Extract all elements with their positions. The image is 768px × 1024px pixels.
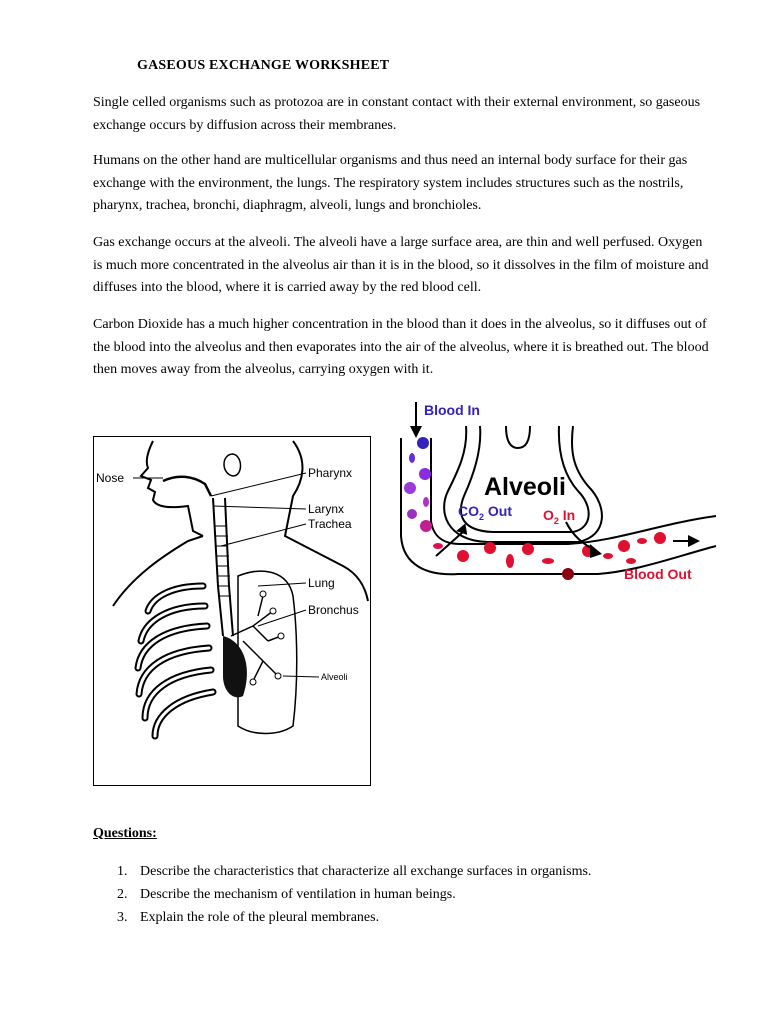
question-number: 1. — [117, 864, 128, 879]
o2-in-label: $O_2$ In — [543, 507, 576, 526]
alveoli-exchange-diagram — [398, 396, 718, 596]
blood-in-label: Blood In — [424, 402, 480, 418]
question-number: 3. — [117, 910, 128, 925]
o2-arrow-icon — [590, 544, 602, 558]
label-larynx: Larynx — [308, 502, 345, 516]
paragraph-protozoa: Single celled organisms such as protozoa are in constant contact with their external environment, so gaseous exchange occurs by diffusion across their membranes. — [93, 95, 701, 133]
label-bronchus: Bronchus — [308, 603, 359, 617]
question-text: Describe the characteristics that characterize all exchange surfaces in organisms. — [140, 864, 592, 879]
blood-out-arrow-icon — [688, 535, 700, 547]
paragraph-carbon-dioxide: Carbon Dioxide has a much higher concentration in the blood than it does in the alveolus, so it diffuses out of the blood into the alveolus and then evaporates into the air of the alveolus, where it is breathed out. The blood then moves away from the alveolus, carrying oxygen with it. — [93, 317, 709, 378]
paragraph-humans: Humans on the other hand are multicellular organisms and thus need an internal body surface for their gas exchange with the environment, the lungs. The respiratory system includes structures such as the nostrils, pharynx, trachea, bronchi, diaphragm, alveoli, lungs and bronchioles. — [93, 153, 688, 214]
alveoli-title: Alveoli — [484, 473, 566, 501]
question-number: 2. — [117, 887, 128, 902]
label-trachea: Trachea — [308, 517, 352, 531]
paragraph-alveoli: Gas exchange occurs at the alveoli. The alveoli have a large surface area, are thin and well perfused. Oxygen is much more concentrated in the alveolus air than it is in the blood, so it dissolves in the film of moisture and diffuses into the blood, where it is carried away by the red blood cell. — [93, 235, 709, 296]
label-pharynx: Pharynx — [308, 466, 353, 480]
blood-in-arrow-icon — [410, 426, 422, 438]
co2-out-label: $CO_2$ Out — [458, 503, 513, 522]
respiratory-system-diagram — [93, 436, 371, 786]
label-nose: Nose — [96, 471, 125, 485]
label-alveoli: Alveoli — [321, 672, 348, 682]
question-item — [117, 885, 591, 908]
question-item — [117, 862, 591, 885]
label-lung: Lung — [308, 576, 335, 590]
question-item — [117, 908, 591, 931]
question-text: Explain the role of the pleural membranes. — [140, 910, 380, 925]
blood-out-label: Blood Out — [624, 566, 692, 582]
question-text: Describe the mechanism of ventilation in human beings. — [140, 887, 456, 902]
questions-heading: Questions: — [93, 826, 157, 841]
page-title: GASEOUS EXCHANGE WORKSHEET — [137, 58, 390, 73]
questions-list — [117, 862, 591, 931]
